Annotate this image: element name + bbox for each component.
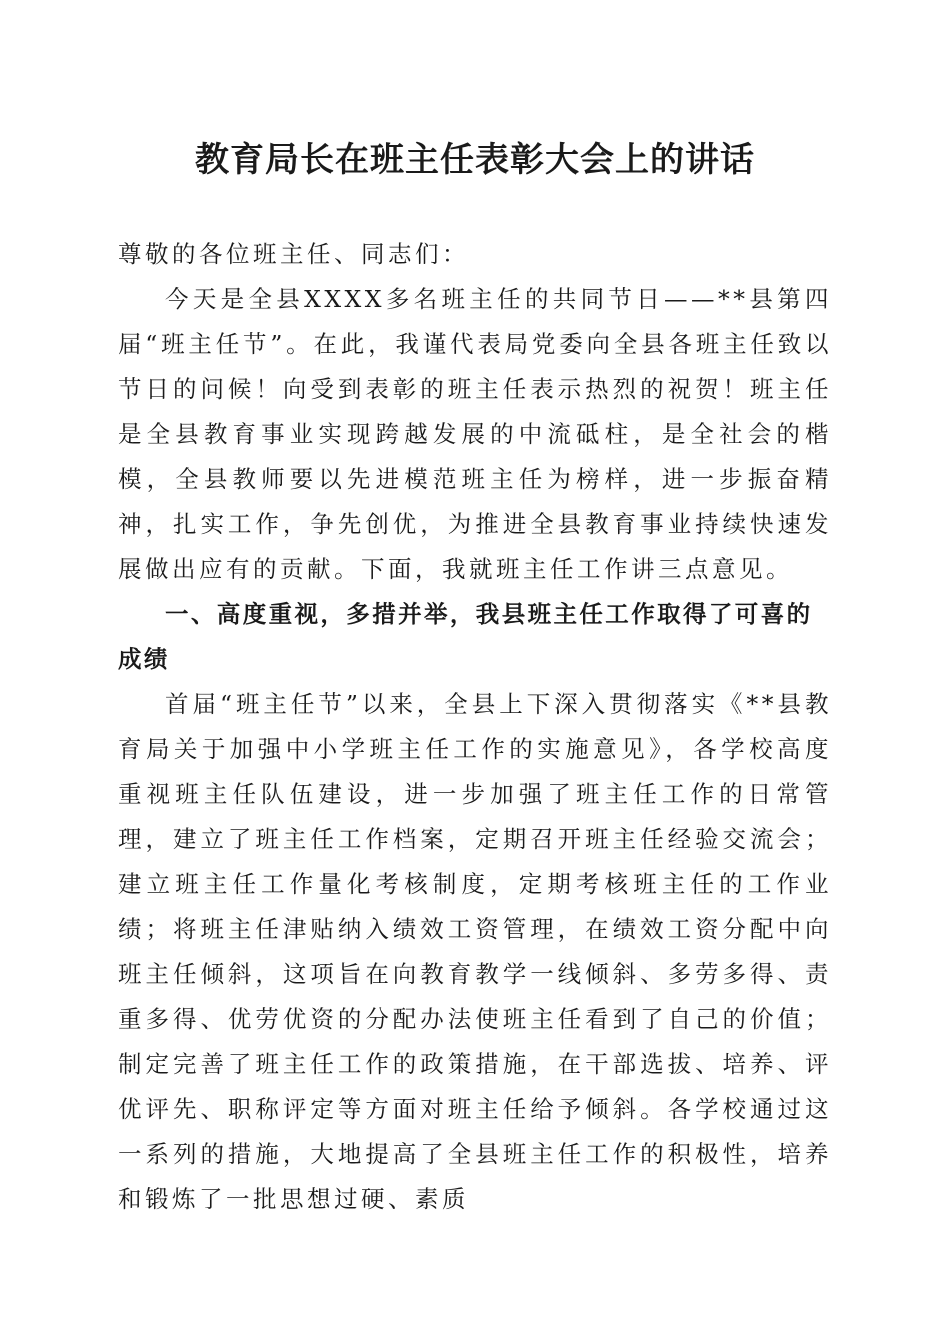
opening-paragraph: 今天是全县XXXX多名班主任的共同节日——**县第四届“班主任节”。在此，我谨代表局党委向全县各班主任致以节日的问候！向受到表彰的班主任表示热烈的祝贺！班主任是全县教育事业实现跨越发展的中流砥柱，是全社会的楷模，全县教师要以先进模范班主任为榜样，进一步振奋精神，扎实工作，争先创优，为推进全县教育事业持续快速发展做出应有的贡献。下面，我就班主任工作讲三点意见。 bbox=[118, 285, 832, 583]
salutation: 尊敬的各位班主任、同志们： bbox=[118, 240, 469, 268]
document-title: 教育局长在班主任表彰大会上的讲话 bbox=[195, 140, 755, 180]
section-heading: 一、高度重视，多措并举，我县班主任工作取得了可喜的成绩 bbox=[118, 600, 813, 673]
document-body bbox=[118, 232, 832, 1222]
section-paragraph: 首届“班主任节”以来，全县上下深入贯彻落实《**县教育局关于加强中小学班主任工作的实施意见》，各学校高度重视班主任队伍建设，进一步加强了班主任工作的日常管理，建立了班主任工作档案，定期召开班主任经验交流会；建立班主任工作量化考核制度，定期考核班主任的工作业绩；将班主任津贴纳入绩效工资管理，在绩效工资分配中向班主任倾斜，这项旨在向教育教学一线倾斜、多劳多得、责重多得、优劳优资的分配办法使班主任看到了自己的价值；制定完善了班主任工作的政策措施，在干部选拔、培养、评优评先、职称评定等方面对班主任给予倾斜。各学校通过这一系列的措施，大地提高了全县班主任工作的积极性，培养和锻炼了一批思想过硬、素质 bbox=[118, 690, 832, 1213]
